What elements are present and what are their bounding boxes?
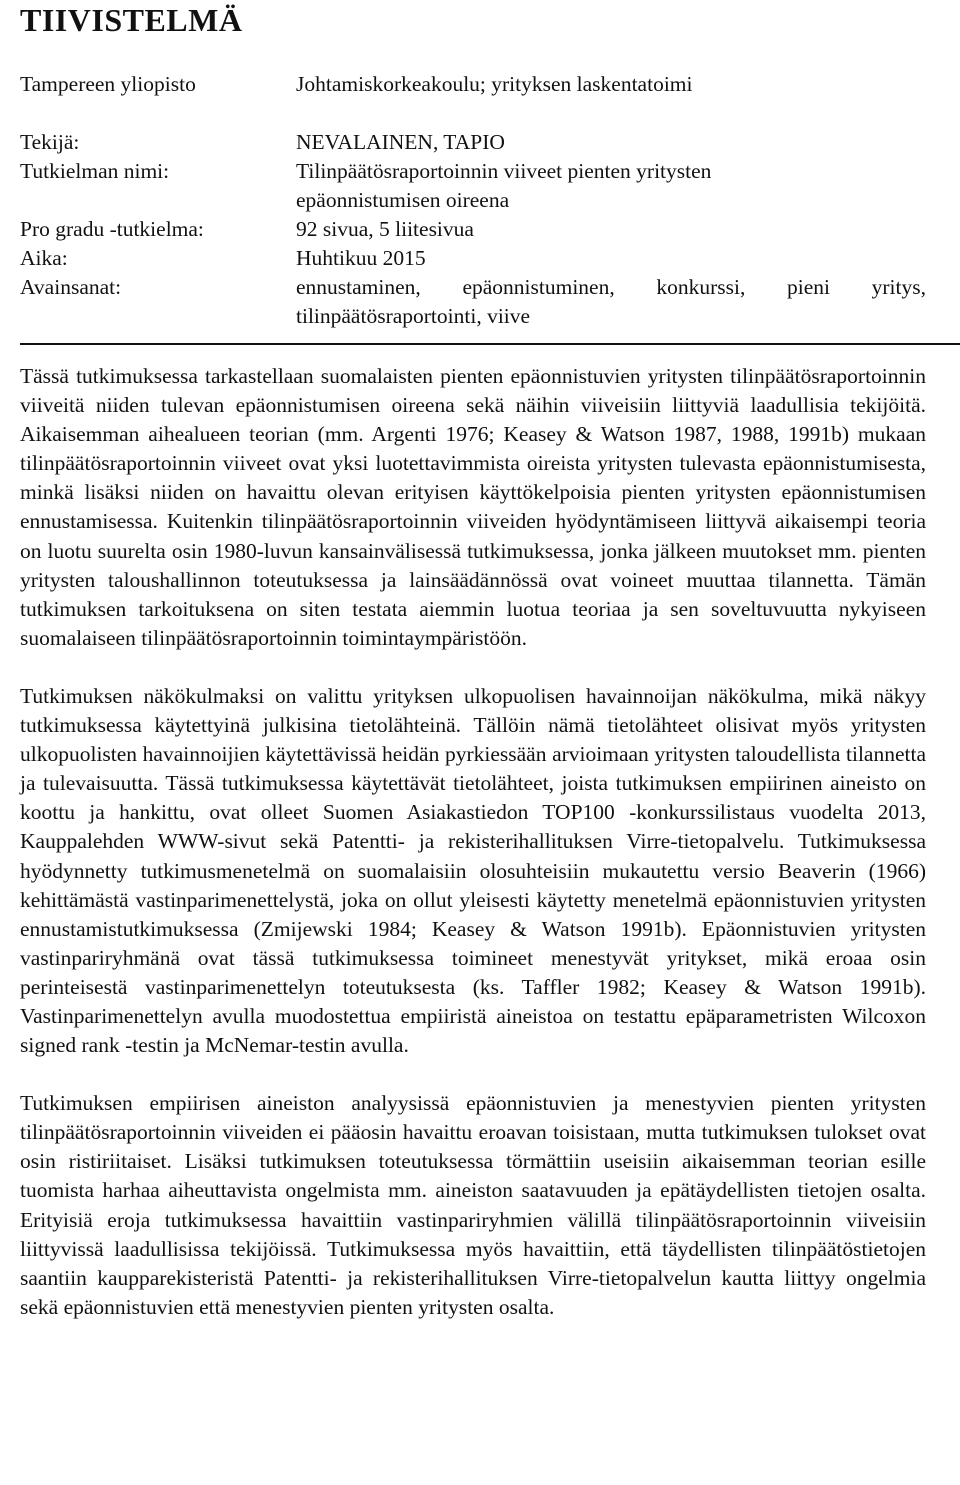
- author-label: Tekijä:: [20, 130, 80, 154]
- keywords-line-2: tilinpäätösraportointi, viive: [296, 304, 531, 328]
- abstract-paragraph-1: Tässä tutkimuksessa tarkastellaan suomalaisten pienten epäonnistuvien yritysten tilinpäätösraportoinnin viiveitä niiden tulevan epäonnistumisen oireena sekä näihin viiveisiin liittyviä laadullisia tekijöitä. Aikaisemman aihealueen teorian (mm. Argenti 1976; Keasey & Watson 1987, 1988, 1991b) mukaan tilinpäätösraportoinnin viiveet ovat yksi luotettavimmista oireista yritysten tulevasta epäonnistumisesta, minkä lisäksi niiden on havaittu olevan erityisen käyttökelpoisia pienten yritysten epäonnistumisen ennustamisessa. Kuitenkin tilinpäätösraportoinnin viiveiden hyödyntämiseen liittyvä aikaisempi teoria on luotu suurelta osin 1980-luvun kansainvälisessä tutkimuksessa, jonka jälkeen muutokset mm. pienten yritysten taloushallinnon toteutuksessa ja lainsäädännössä ovat voineet muuttaa tilannetta. Tämän tutkimuksen tarkoituksena on siten testata aiemmin luotua teoriaa ja sen soveltuvuutta nykyiseen suomalaiseen tilinpäätösraportoinnin toimintaympäristöön.: [20, 364, 926, 650]
- meta-row-author: [20, 128, 926, 157]
- abstract-body: [20, 362, 926, 1322]
- page-count: 92 sivua, 5 liitesivua: [296, 217, 474, 241]
- abstract-paragraph-3: Tutkimuksen empiirisen aineiston analyysissä epäonnistuvien ja menestyvien pienten yritysten tilinpäätösraportoinnin viiveiden ei pääosin havaittu eroavan toisistaan, mutta tutkimuksen tulokset ovat osin ristiriitaiset. Lisäksi tutkimuksen toteutuksessa törmättiin useisiin aikaisemman teorian esille tuomista harhaa aiheuttavista ongelmista mm. aineiston saatavuuden ja epätäydellisten tietojen osalta. Erityisiä eroja tutkimuksessa havaittiin vastinpariryhmien välillä tilinpäätösraportoinnin viiveisiin liittyvissä laadullisissa tekijöissä. Tutkimuksessa myös havaittiin, että täydellisten tilinpäätöstietojen saantiin kaupparekisteristä Patentti- ja rekisterihallituksen Virre-tietopalvelun kautta liittyy ongelmia sekä epäonnistuvien että menestyvien pienten yritysten osalta.: [20, 1091, 926, 1319]
- meta-row-university: [20, 70, 926, 99]
- abstract-paragraph-2: Tutkimuksen näkökulmaksi on valittu yrityksen ulkopuolisen havainnoijan näkökulma, mikä näkyy tutkimuksessa käytettyinä julkisina tietolähteinä. Tällöin nämä tietolähteet olisivat myös yritysten ulkopuolisten havainnoijien käytettävissä heidän pyrkiessään arvioimaan yritysten taloudellista tilannetta ja tulevaisuutta. Tässä tutkimuksessa käytettävät tietolähteet, joista tutkimuksen empiirinen aineisto on koottu ja hankittu, ovat olleet Suomen Asiakastiedon TOP100 -konkurssilistaus vuodelta 2013, Kauppalehden WWW-sivut sekä Patentti- ja rekisterihallituksen Virre-tietopalvelu. Tutkimuksessa hyödynnetty tutkimusmenetelmä on suomalaisiin olosuhteisiin mukautettu versio Beaverin (1966) kehittämästä vastinparimenettelystä, joka on ollut yleisesti käytetty menetelmä epäonnistuvien yritysten ennustamistutkimuksessa (Zmijewski 1984; Keasey & Watson 1991b). Epäonnistuvien yritysten vastinpariryhmänä ovat tässä tutkimuksessa toimineet menestyvät yritykset, mikä eroaa osin perinteisestä vastinparimenettelyn toteutuksesta (ks. Taffler 1982; Keasey & Watson 1991b). Vastinparimenettelyn avulla muodostettua empiiristä aineistoa on testattu epäparametristen Wilcoxon signed rank -testin ja McNemar-testin avulla.: [20, 683, 926, 1058]
- meta-row-date: [20, 244, 926, 273]
- keywords-line-1: ennustaminen, epäonnistuminen, konkurssi, pieni yritys,: [296, 275, 926, 299]
- meta-row-thesis-name: [20, 157, 926, 215]
- university-name: Tampereen yliopisto: [20, 72, 196, 96]
- thesis-type-label: Pro gradu -tutkielma:: [20, 217, 204, 241]
- thesis-name-line-2: epäonnistumisen oireena: [296, 188, 510, 212]
- meta-row-type: [20, 215, 926, 244]
- date-value: Huhtikuu 2015: [296, 246, 426, 270]
- thesis-metadata: [20, 70, 926, 331]
- meta-row-keywords: [20, 273, 926, 331]
- date-label: Aika:: [20, 246, 68, 270]
- keywords-label: Avainsanat:: [20, 275, 122, 299]
- school-name: Johtamiskorkeakoulu; yrityksen laskentatoimi: [296, 72, 693, 96]
- meta-spacer: [20, 99, 926, 128]
- keywords: [296, 273, 926, 331]
- thesis-name: [296, 157, 926, 215]
- thesis-name-label: Tutkielman nimi:: [20, 159, 170, 183]
- author-name: NEVALAINEN, TAPIO: [296, 130, 505, 154]
- thesis-name-line-1: Tilinpäätösraportoinnin viiveet pienten yritysten: [296, 159, 712, 183]
- document-title: TIIVISTELMÄ: [20, 2, 243, 38]
- header-divider: [20, 343, 960, 345]
